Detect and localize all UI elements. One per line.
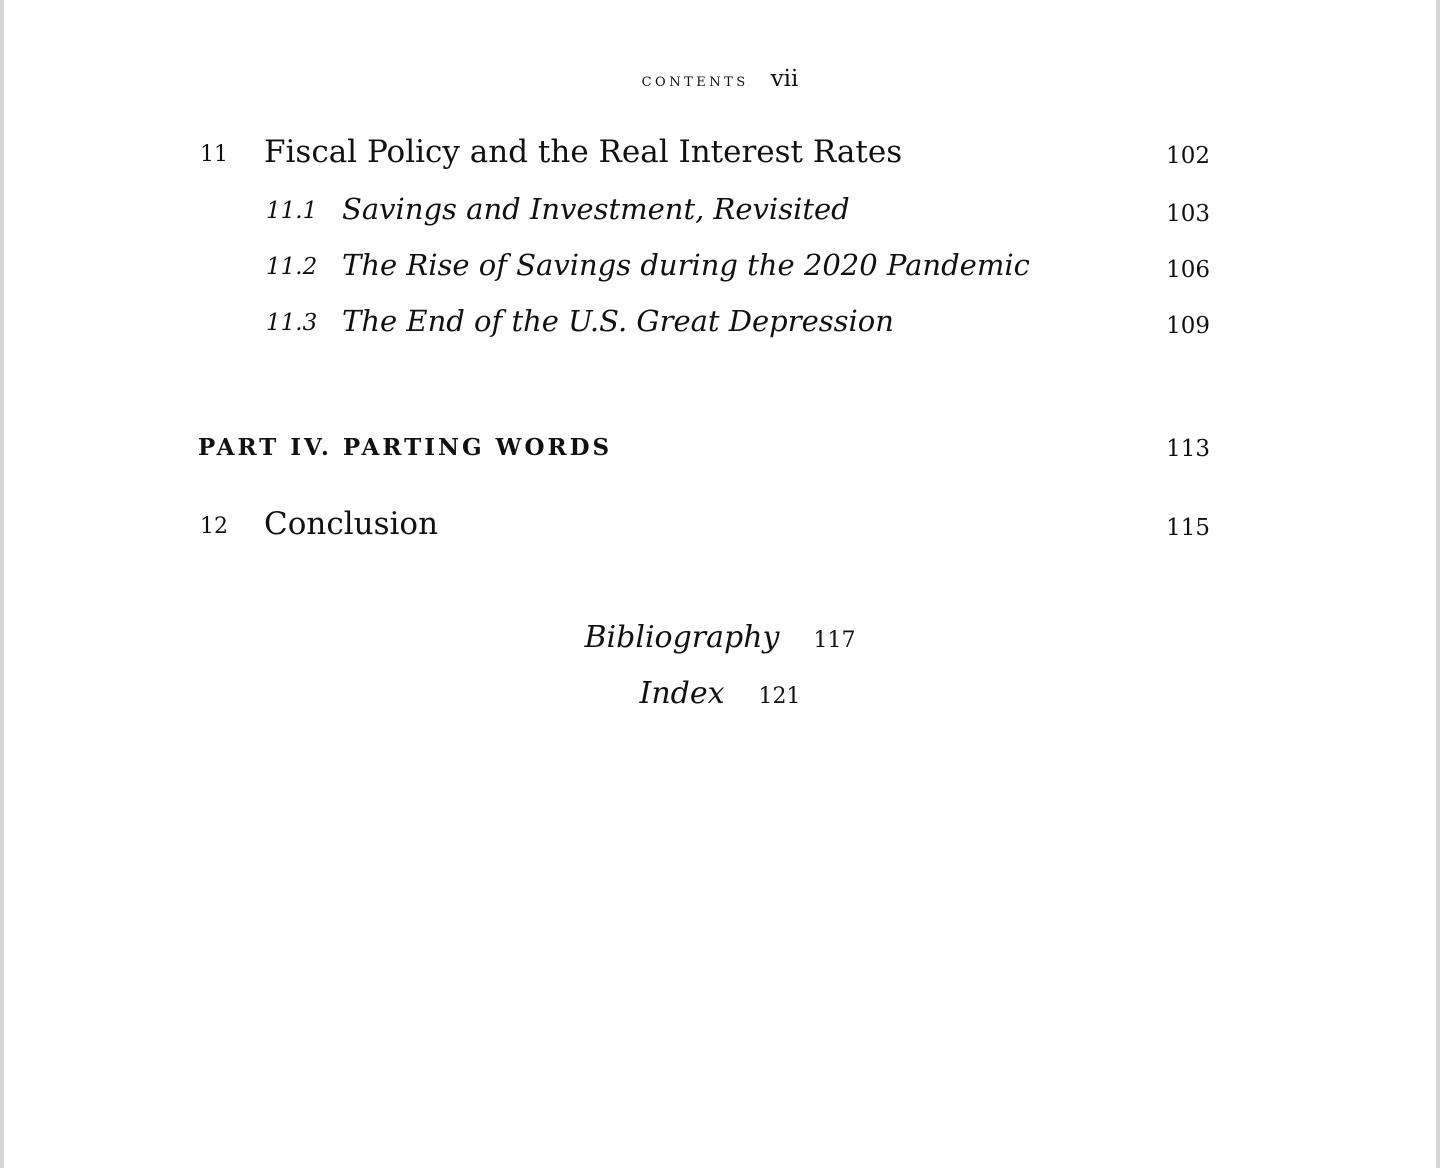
- section-title: The Rise of Savings during the 2020 Pandemic: [342, 248, 1030, 282]
- chapter-title: Conclusion: [264, 506, 439, 542]
- chapter-number: 11: [200, 142, 228, 167]
- running-head-title: contents: [641, 69, 749, 91]
- running-head: [4, 66, 1436, 92]
- chapter-page-number: 115: [1166, 515, 1210, 541]
- chapter-title: Fiscal Policy and the Real Interest Rates: [264, 134, 903, 170]
- section-title: Savings and Investment, Revisited: [342, 192, 850, 226]
- section-number: 11.1: [266, 198, 318, 224]
- part-page-number: 113: [1166, 436, 1210, 462]
- backmatter-title: Index: [639, 676, 725, 711]
- chapter-number: 12: [200, 514, 228, 539]
- section-page-number: 106: [1166, 257, 1210, 283]
- section-page-number: 109: [1166, 313, 1210, 339]
- section-number: 11.2: [266, 254, 318, 280]
- running-head-page-number: vii: [770, 66, 799, 92]
- backmatter-title: Bibliography: [584, 620, 780, 655]
- section-page-number: 103: [1166, 201, 1210, 227]
- section-title: The End of the U.S. Great Depression: [342, 304, 894, 338]
- backmatter-page-number: 121: [758, 684, 801, 709]
- toc-entry-bibliography[interactable]: [4, 620, 1436, 655]
- toc-entry-index[interactable]: [4, 676, 1436, 711]
- backmatter-page-number: 117: [813, 628, 856, 653]
- book-page: [4, 0, 1436, 1168]
- section-number: 11.3: [266, 310, 318, 336]
- chapter-page-number: 102: [1166, 143, 1210, 169]
- part-title: PART IV. PARTING WORDS: [198, 434, 613, 461]
